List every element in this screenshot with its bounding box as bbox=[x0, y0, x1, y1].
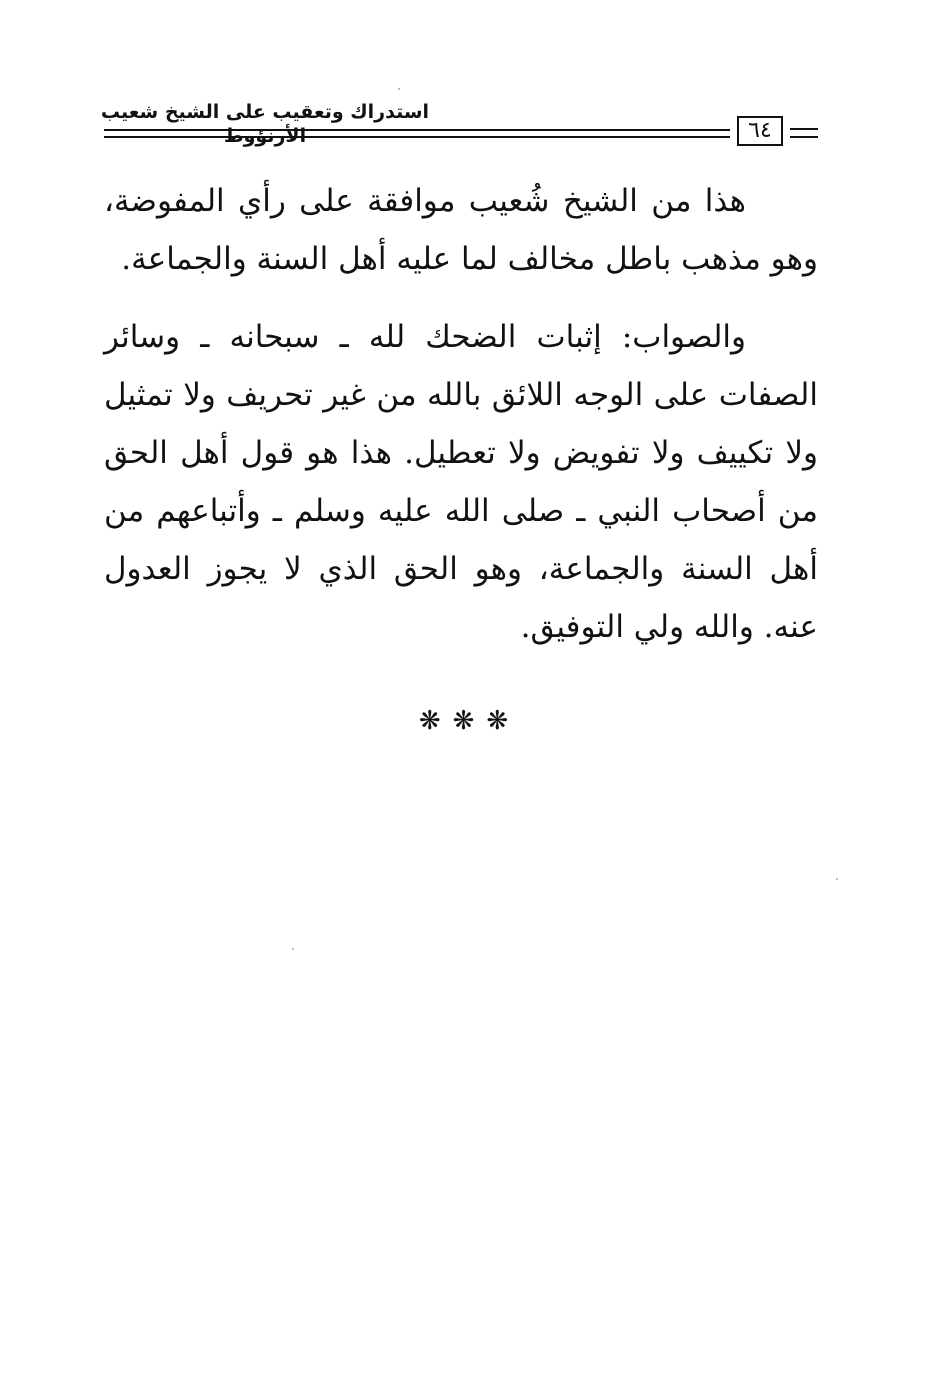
scan-speck bbox=[292, 948, 294, 950]
body-text bbox=[104, 172, 818, 656]
header-rule-right-top bbox=[790, 128, 818, 130]
scan-speck bbox=[836, 878, 838, 880]
paragraph: هذا من الشيخ شُعيب موافقة على رأي المفوضة، وهو مذهب باطل مخالف لما عليه أهل السنة والجماعة. bbox=[104, 183, 818, 277]
header-rule-bottom bbox=[104, 136, 730, 138]
page-number: ٦٤ bbox=[737, 116, 783, 146]
header-rule-right-bottom bbox=[790, 136, 818, 138]
running-header-title: استدراك وتعقيب على الشيخ شعيب الأرنؤوط bbox=[100, 101, 430, 147]
paragraph: والصواب: إثبات الضحك لله ـ سبحانه ـ وسائر الصفات على الوجه اللائق بالله من غير تحريف ولا تمثيل ولا تكييف ولا تفويض ولا تعطيل. هذا هو قول أهل الحق من أصحاب النبي ـ صلى الله عليه وسلم ـ وأتباعهم من أهل السنة والجماعة، وهو الحق الذي لا يجوز العدول عنه. والله ولي التوفيق. bbox=[104, 319, 818, 645]
header-rule-top bbox=[104, 129, 730, 131]
scan-speck bbox=[398, 88, 400, 90]
section-separator: ❋❋❋ bbox=[418, 706, 521, 736]
